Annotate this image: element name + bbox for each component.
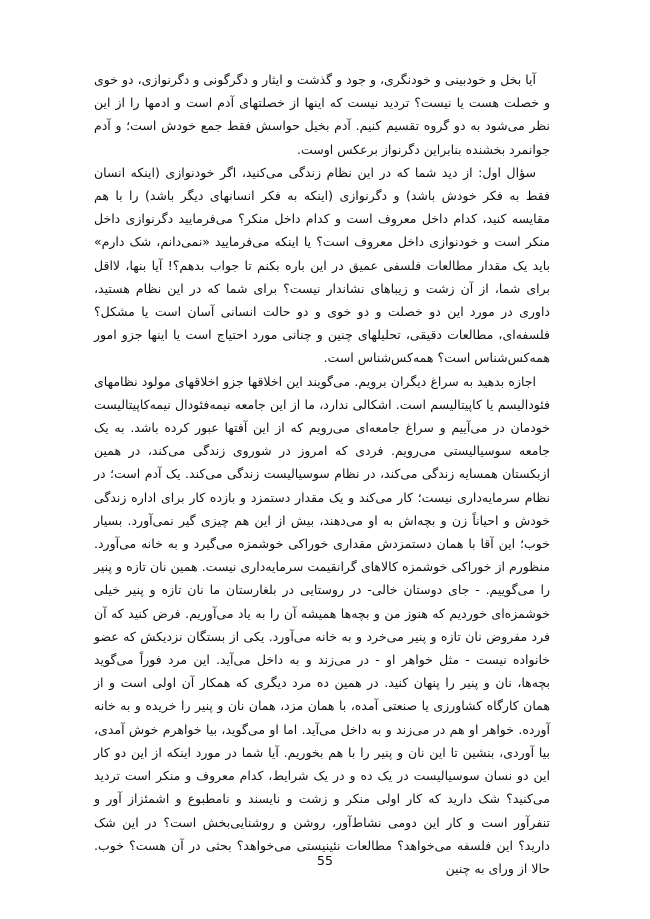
paragraph: آیا بخل و خودبینی و خودنگری، و جود و گذشت و ایثار و دگرگونی و دگرنوازی، دو خوی و خصلت هست یا نیست؟ تردید نیست که اینها از خصلتهای آدم است و ادمها را از این نظر می‌شود به دو گروه تقسیم کنیم. آدم بخیل حواسش فقط جمع خودش است؛ و آدم جوانمرد بخشنده بنابراین دگرنواز برعکس اوست. [94, 72, 550, 157]
paragraph: اجازه بدهید به سراغ دیگران برویم. می‌گویند این اخلاقها جزو اخلاقهای مولود نظامهای فئودالیسم یا کاپیتالیسم است. اشکالی ندارد، ما از این جامعه نیمه‌فئودال نیمه‌کاپیتالیست خودمان در می‌آییم و سراغ جامعه‌ای می‌رویم که از این آفتها عبور کرده باشد. به یک جامعه سوسیالیستی می‌رویم. فردی که امروز در شوروی زندگی می‌کند، در همین ازبکستان همسایه زندگی می‌کند، در نظام سوسیالیست زندگی می‌کند. یک آدم است؛ در نظام سرمایه‌داری نیست؛ کار می‌کند و یک مقدار دستمزد و بازده کار برای اداره زندگی خودش و احیاناً زن و بچه‌اش به او می‌دهند، بیش از این هم چیزی گیر نمی‌آورد. بسیار خوب؛ این آقا با همان دستمزدش مقداری خوراکی خوشمزه می‌گیرد و به خانه می‌آورد. منظورم از خوراکی خوشمزه کالاهای گرانقیمت سرمایه‌داری نیست. همین نان تازه و پنیر را می‌گوییم. - جای دوستان خالی- در روستایی در بلغارستان ما نان تازه و پنیر خیلی خوشمزه‌ای خوردیم که هنوز من و بچه‌ها همیشه آن را به یاد می‌آوریم. فرض کنید که آن فرد مفروض نان تازه و پنیر می‌خرد و به خانه می‌آورد. یکی از بستگان نزدیکش که عضو خانواده نیست - مثل خواهر او - در می‌زند و به داخل می‌آید. این مرد فوراً می‌گوید بچه‌ها، نان و پنیر را پنهان کنید. در همین ده مرد دیگری که همکار آن اولی است و از همان کارگاه کشاورزی یا صنعتی آمده، با همان مزد، همان نان و پنیر را خریده و به خانه آورده. خواهر او هم در می‌زند و به داخل می‌آید. اما او می‌گوید، بیا خواهرم خوش آمدی، بیا آوردی، بنشین تا این نان و پنیر را با هم بخوریم. آیا شما در مورد اینکه از این دو کار این دو نسان سوسیالیست در یک ده و در یک شرایط، کدام معروف و منکر است تردید می‌کنید؟ شک دارید که کار اولی منکر و زشت و نایسند و نامطبوع و اشمئزاز آور و تنفرآور است و کار این دومی نشاط‌آور، روشن و روشنایی‌بخش است؟ در این شک دارید؟ این فلسفه می‌خواهد؟ مطالعات نئینیستی می‌خواهد؟ بحثی در آن هست؟ خوب. حالا از ورای به چنین [94, 373, 550, 876]
paragraph: سؤال اول: از دید شما که در این نظام زندگی می‌کنید، اگر خودنوازی (اینکه انسان فقط به فکر خودش باشد) و دگرنوازی (اینکه به فکر انسانهای دیگر باشد) را با هم مقایسه کنید، کدام داخل معروف است و کدام داخل منکر؟ می‌فرمایید دگرنوازی داخل منکر است و خودنوازی داخل معروف است؟ یا اینکه می‌فرمایید «نمی‌دانم، شک دارم» باید یک مقدار مطالعات فلسفی عمیق در این باره بکنم تا جواب بدهم؟! آیا بنها، لااقل برای شما، از آن زشت و زیباهای نشاندار نیست؟ برای شما که در این نظام هستید، داوری در مورد این دو خصلت و دو خوی و دو حالت انسانی آسان است یا مشکل؟ فلسفه‌ای، مطالعات دقیقی، تحلیلهای چنین و چنانی مورد احتیاج است یا اینها جزو امور همه‌کس‌شناس است؟ همه‌کس‌شناس است. [94, 164, 550, 366]
page-number: 55 [317, 853, 333, 868]
body-text [94, 68, 550, 880]
